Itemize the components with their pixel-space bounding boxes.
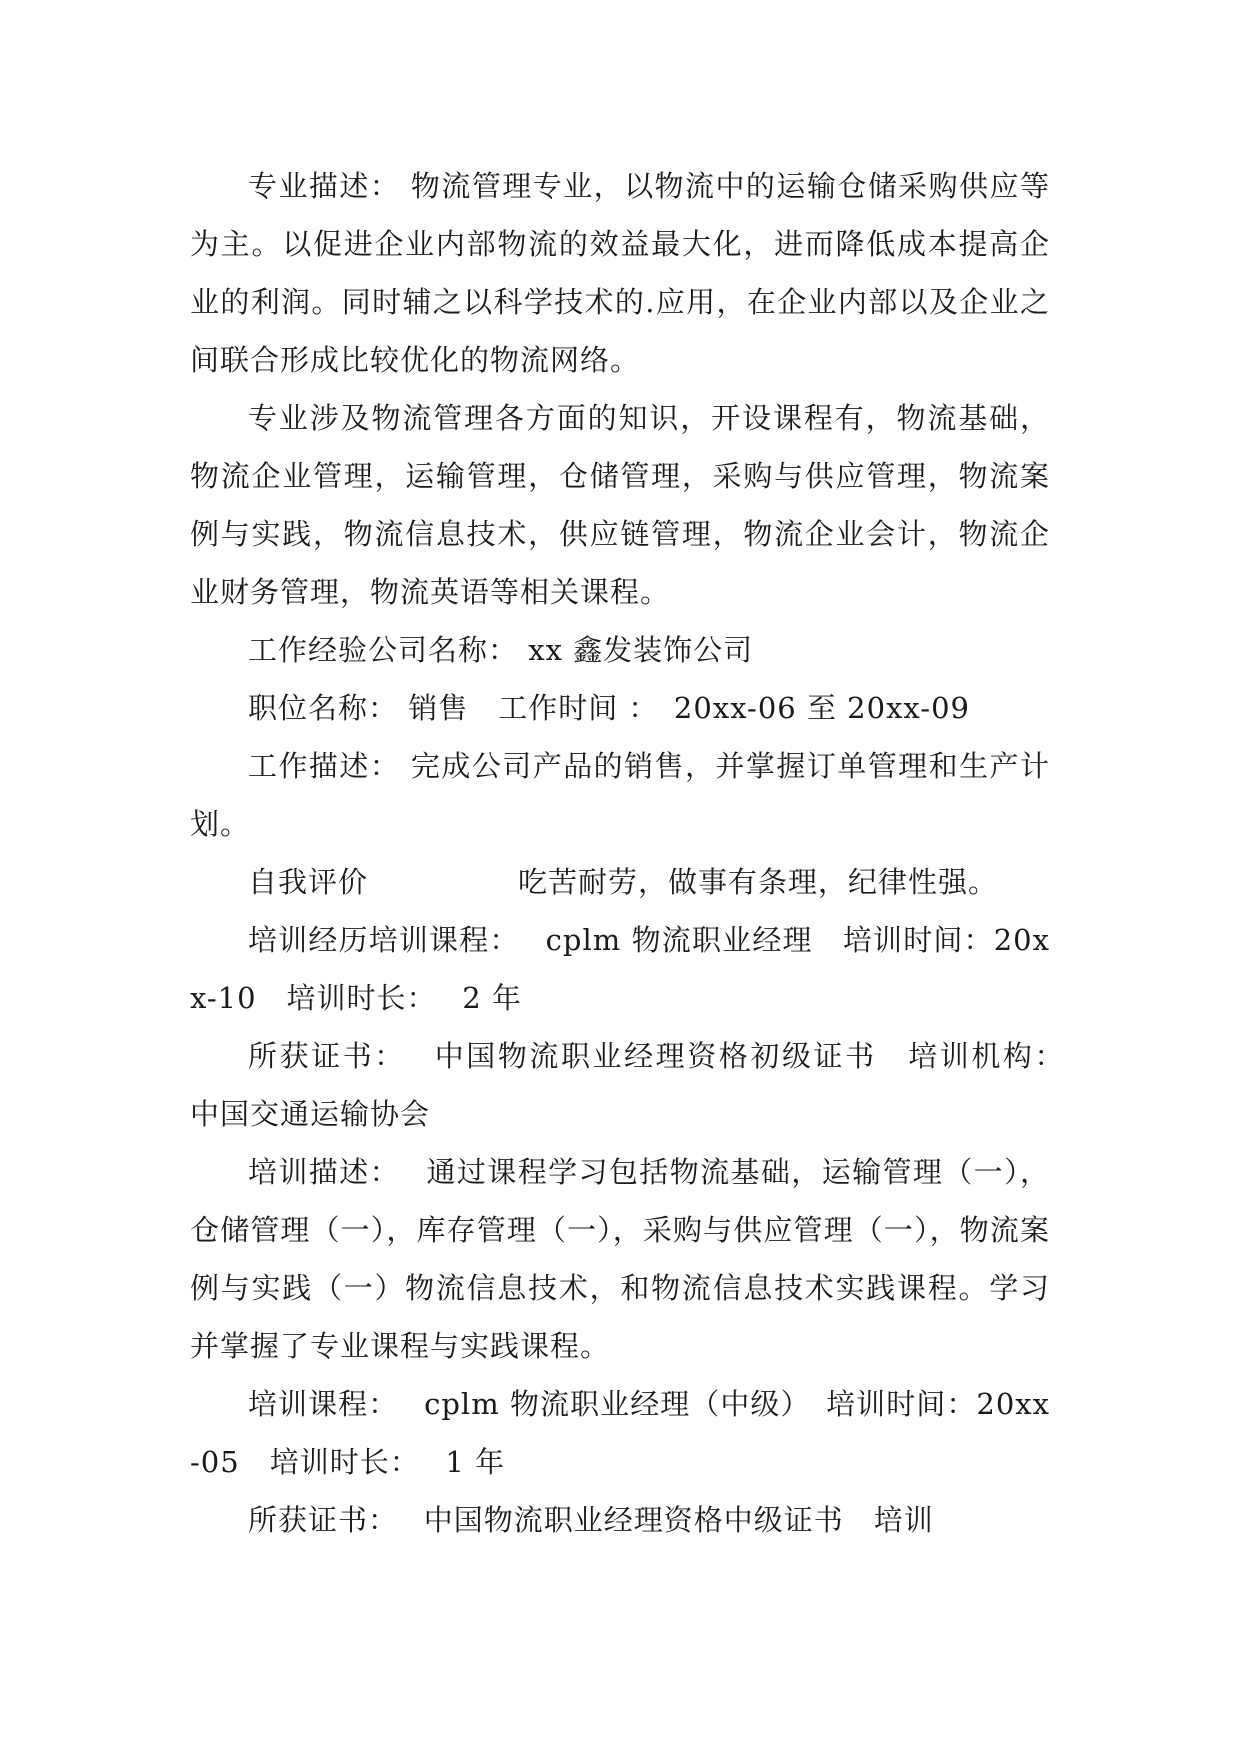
- paragraph-job-title: 职位名称： 销售 工作时间 ： 20xx-06 至 20xx-09: [248, 691, 970, 725]
- paragraph-training-course-1: 培训经历培训课程： cplm 物流职业经理 培训时间：20xx-10 培训时长： 2 年: [190, 923, 1050, 1015]
- paragraph-courses: 专业涉及物流管理各方面的知识，开设课程有，物流基础，物流企业管理，运输管理，仓储管理，采购与供应管理，物流案例与实践，物流信息技术，供应链管理，物流企业会计，物流企业财务管理，物流英语等相关课程。: [190, 401, 1050, 609]
- paragraph-training-course-2: 培训课程： cplm 物流职业经理（中级） 培训时间：20xx-05 培训时长： 1 年: [190, 1387, 1050, 1479]
- paragraph-training-description: 培训描述： 通过课程学习包括物流基础，运输管理（一），仓储管理（一），库存管理（一），采购与供应管理（一），物流案例与实践（一）物流信息技术，和物流信息技术实践课程。学习并掌握了专业课程与实践课程。: [190, 1155, 1050, 1363]
- paragraph-certificate-1: 所获证书： 中国物流职业经理资格初级证书 培训机构： 中国交通运输协会: [190, 1039, 1091, 1131]
- paragraph-job-description: 工作描述： 完成公司产品的销售，并掌握订单管理和生产计划。: [190, 749, 1050, 841]
- paragraph-certificate-2: 所获证书： 中国物流职业经理资格中级证书 培训: [248, 1503, 934, 1537]
- paragraph-company-name: 工作经验公司名称： xx 鑫发装饰公司: [248, 633, 754, 667]
- document-body: [190, 157, 1091, 1549]
- paragraph-major-description: 专业描述： 物流管理专业，以物流中的运输仓储采购供应等为主。以促进企业内部物流的效益最大化，进而降低成本提高企业的利润。同时辅之以科学技术的.应用，在企业内部以及企业之间联合形成比较优化的物流网络。: [190, 169, 1050, 377]
- paragraph-self-evaluation: 自我评价 吃苦耐劳，做事有条理，纪律性强。: [248, 865, 999, 899]
